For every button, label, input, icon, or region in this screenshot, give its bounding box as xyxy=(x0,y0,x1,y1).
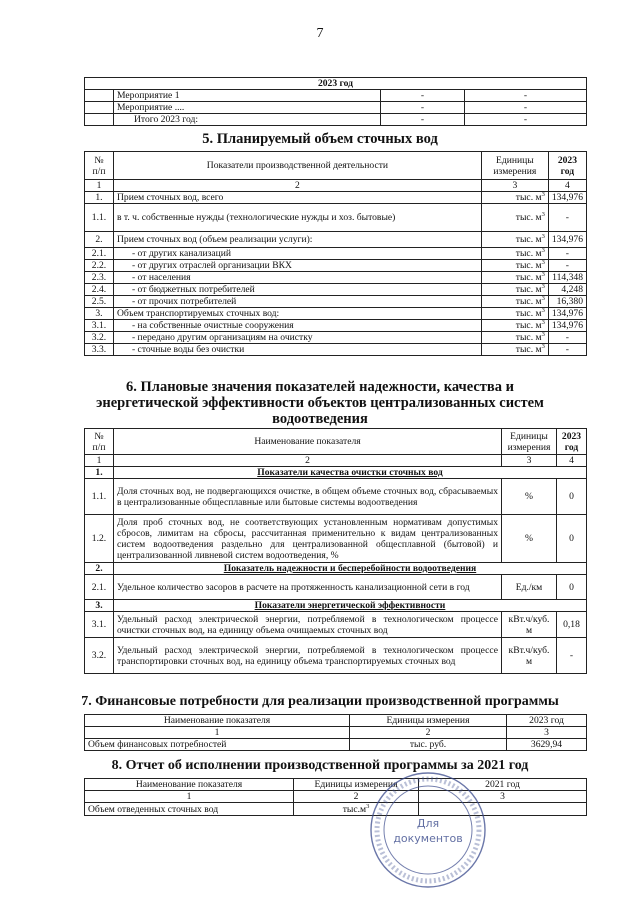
row-number: 1.1. xyxy=(85,479,114,515)
section-8-title: 8. Отчет об исполнении производственной программы за 2021 год xyxy=(111,758,529,773)
indicator-value: 134,976 xyxy=(548,232,586,248)
indicator-name: Доля проб сточных вод, не соответствующих установленным нормативам допустимых сбросов, лимитам на сбросы, рассчитанная применительно к видам централизованных систем водоотведения раздельно для централизованной общесплавной (бытовой) и централизованной ливневой систем водоотведения, % xyxy=(114,515,502,563)
column-number: 3 xyxy=(481,180,548,192)
section-6-title-line-3: водоотведения xyxy=(272,411,368,427)
column-header: Единицы измерения xyxy=(294,779,419,791)
indicator-name: - от других канализаций xyxy=(113,248,481,260)
row-number: 1.2. xyxy=(85,515,114,563)
financial-needs-table xyxy=(84,714,587,751)
table-cell: Итого 2023 год: xyxy=(114,114,381,126)
column-number: 1 xyxy=(85,727,350,739)
row-number: 2. xyxy=(85,232,114,248)
column-number: 1 xyxy=(85,455,114,467)
row-number: 2.1. xyxy=(85,248,114,260)
row-number: 1.1. xyxy=(85,204,114,232)
indicator-name: в т. ч. собственные нужды (технологические нужды и хоз. бытовые) xyxy=(113,204,481,232)
table-cell: - xyxy=(381,102,465,114)
indicator-value: - xyxy=(548,248,586,260)
table-cell: - xyxy=(465,90,587,102)
indicator-value: 16,380 xyxy=(548,296,586,308)
row-number: 3.2. xyxy=(85,638,114,674)
column-header: № п/п xyxy=(85,152,114,180)
column-number: 2 xyxy=(114,455,502,467)
indicator-name: - от прочих потребителей xyxy=(113,296,481,308)
indicator-unit: тыс. $м^3$ xyxy=(481,204,548,232)
table-cell: Мероприятие .... xyxy=(114,102,381,114)
table-row xyxy=(85,232,587,248)
indicator-value: 0 xyxy=(557,575,587,600)
indicator-unit: кВт.ч/куб. м xyxy=(502,638,557,674)
row-number: 2.3. xyxy=(85,272,114,284)
table-row xyxy=(85,204,587,232)
column-header: Наименование показателя xyxy=(114,429,502,455)
row-number: 2.4. xyxy=(85,284,114,296)
row-number: 3.3. xyxy=(85,344,114,356)
indicator-unit: кВт.ч/куб. м xyxy=(502,612,557,638)
group-title: Показатели энергетической эффективности xyxy=(114,600,587,612)
indicator-unit: тыс. $м^3$ xyxy=(481,232,548,248)
column-header: 2021 год xyxy=(419,779,587,791)
column-header: Показатели производственной деятельности xyxy=(113,152,481,180)
row-number: 3. xyxy=(85,308,114,320)
table-row xyxy=(85,344,587,356)
page-number: 7 xyxy=(316,26,324,41)
indicator-unit: тыс. $м^3$ xyxy=(481,192,548,204)
indicator-value: 134,976 xyxy=(548,192,586,204)
column-number: 3 xyxy=(502,455,557,467)
table-row xyxy=(85,320,587,332)
row-number: 2.5. xyxy=(85,296,114,308)
indicator-name: Удельный расход электрической энергии, потребляемой в технологическом процессе очистки сточных вод, на единицу объема очищаемых сточных вод xyxy=(114,612,502,638)
column-header: Наименование показателя xyxy=(85,715,350,727)
row-number: 3.1. xyxy=(85,612,114,638)
indicator-value: 0 xyxy=(557,479,587,515)
indicator-unit: тыс. $м^3$ xyxy=(481,308,548,320)
table-row xyxy=(85,296,587,308)
column-number: 1 xyxy=(85,180,114,192)
table-row xyxy=(85,284,587,296)
group-title: Показатели качества очистки сточных вод xyxy=(114,467,587,479)
column-number: 4 xyxy=(557,455,587,467)
column-header: Единицы измерения xyxy=(502,429,557,455)
indicator-unit: тыс. $м^3$ xyxy=(481,332,548,344)
indicator-unit: тыс. $м^3$ xyxy=(481,272,548,284)
indicators-table xyxy=(84,428,587,674)
indicator-unit: тыс. $м^3$ xyxy=(481,284,548,296)
table-cell: Мероприятие 1 xyxy=(114,90,381,102)
indicator-name: - сточные воды без очистки xyxy=(113,344,481,356)
row-number: 3.2. xyxy=(85,332,114,344)
wastewater-volume-table xyxy=(84,151,587,356)
table-row xyxy=(85,248,587,260)
column-number: 3 xyxy=(419,791,587,803)
table-cell: - xyxy=(465,102,587,114)
indicator-unit: % xyxy=(502,479,557,515)
indicator-name: - на собственные очистные сооружения xyxy=(113,320,481,332)
indicator-name: Удельное количество засоров в расчете на протяженность канализационной сети в год xyxy=(114,575,502,600)
column-header: 2023 год xyxy=(507,715,587,727)
stamp-text-line-2: документов xyxy=(393,832,463,845)
indicator-unit: $тыс.м^3$ xyxy=(294,803,419,816)
indicator-value: - xyxy=(548,204,586,232)
group-number: 2. xyxy=(85,563,114,575)
row-number: 3.1. xyxy=(85,320,114,332)
year-table-header: 2023 год xyxy=(85,78,587,90)
row-number: 2.2. xyxy=(85,260,114,272)
indicator-name: Прием сточных вод, всего xyxy=(113,192,481,204)
table-row xyxy=(85,260,587,272)
indicator-unit: тыс. $м^3$ xyxy=(481,260,548,272)
indicator-value: 0 xyxy=(557,515,587,563)
table-row xyxy=(85,192,587,204)
indicator-name: Прием сточных вод (объем реализации услуги): xyxy=(113,232,481,248)
section-6-title-line-1: 6. Плановые значения показателей надежности, качества и xyxy=(126,379,514,395)
column-header: 2023 год xyxy=(548,152,586,180)
indicator-name: Доля сточных вод, не подвергающихся очистке, в общем объеме сточных вод, сбрасываемых в централизованные общесплавные или бытовые системы водоотведения xyxy=(114,479,502,515)
section-7-title: 7. Финансовые потребности для реализации производственной программы xyxy=(81,694,559,709)
indicator-value: 134,976 xyxy=(548,308,586,320)
table-row xyxy=(85,332,587,344)
wastewater-volume-rows xyxy=(85,192,587,356)
group-number: 1. xyxy=(85,467,114,479)
column-header: Единицы измерения xyxy=(350,715,507,727)
section-6-title-line-2: энергетической эффективности объектов централизованных систем xyxy=(96,395,544,411)
indicator-name: Объем отведенных сточных вод xyxy=(85,803,294,816)
indicator-name: - от бюджетных потребителей xyxy=(113,284,481,296)
table-cell: - xyxy=(465,114,587,126)
group-number: 3. xyxy=(85,600,114,612)
indicator-unit: тыс. $м^3$ xyxy=(481,320,548,332)
indicator-value: 134,976 xyxy=(548,320,586,332)
stamp-seal xyxy=(368,770,488,890)
group-title: Показатель надежности и бесперебойности водоотведения xyxy=(114,563,587,575)
indicator-value: 4,248 xyxy=(548,284,586,296)
indicator-value: 114,348 xyxy=(548,272,586,284)
indicator-value: - xyxy=(548,260,586,272)
column-number: 2 xyxy=(294,791,419,803)
execution-report-table xyxy=(84,778,587,816)
row-number: 2.1. xyxy=(85,575,114,600)
indicator-unit: Ед./км xyxy=(502,575,557,600)
indicator-unit: % xyxy=(502,515,557,563)
table-cell: - xyxy=(381,90,465,102)
column-header: № п/п xyxy=(85,429,114,455)
indicator-value: - xyxy=(548,332,586,344)
column-header: 2023 год xyxy=(557,429,587,455)
indicator-value: - xyxy=(557,638,587,674)
stamp-text-line-1: Для xyxy=(416,817,440,830)
indicator-name: Объем транспортируемых сточных вод: xyxy=(113,308,481,320)
column-number: 2 xyxy=(350,727,507,739)
column-header: Наименование показателя xyxy=(85,779,294,791)
row-number: 1. xyxy=(85,192,114,204)
indicator-name: Удельный расход электрической энергии, потребляемой в технологическом процессе транспортировки сточных вод, на единицу объема транспортируемых сточных вод xyxy=(114,638,502,674)
indicator-value: 0,18 xyxy=(557,612,587,638)
indicator-name: - передано другим организациям на очистку xyxy=(113,332,481,344)
table-cell: - xyxy=(381,114,465,126)
indicator-value: - xyxy=(548,344,586,356)
indicator-value: 3629,94 xyxy=(507,739,587,751)
column-number: 4 xyxy=(548,180,586,192)
indicator-name: Объем финансовых потребностей xyxy=(85,739,350,751)
indicator-name: - от других отраслей организации ВКХ xyxy=(113,260,481,272)
column-number: 3 xyxy=(507,727,587,739)
table-row xyxy=(85,272,587,284)
section-5-title: 5. Планируемый объем сточных вод xyxy=(202,131,438,147)
indicator-unit: тыс. $м^3$ xyxy=(481,248,548,260)
indicator-unit: тыс. $м^3$ xyxy=(481,296,548,308)
year-2023-table xyxy=(84,77,587,126)
indicator-unit: тыс. руб. xyxy=(350,739,507,751)
table-row xyxy=(85,308,587,320)
indicator-unit: тыс. $м^3$ xyxy=(481,344,548,356)
column-header: Единицы измерения xyxy=(481,152,548,180)
indicator-name: - от населения xyxy=(113,272,481,284)
column-number: 1 xyxy=(85,791,294,803)
column-number: 2 xyxy=(113,180,481,192)
